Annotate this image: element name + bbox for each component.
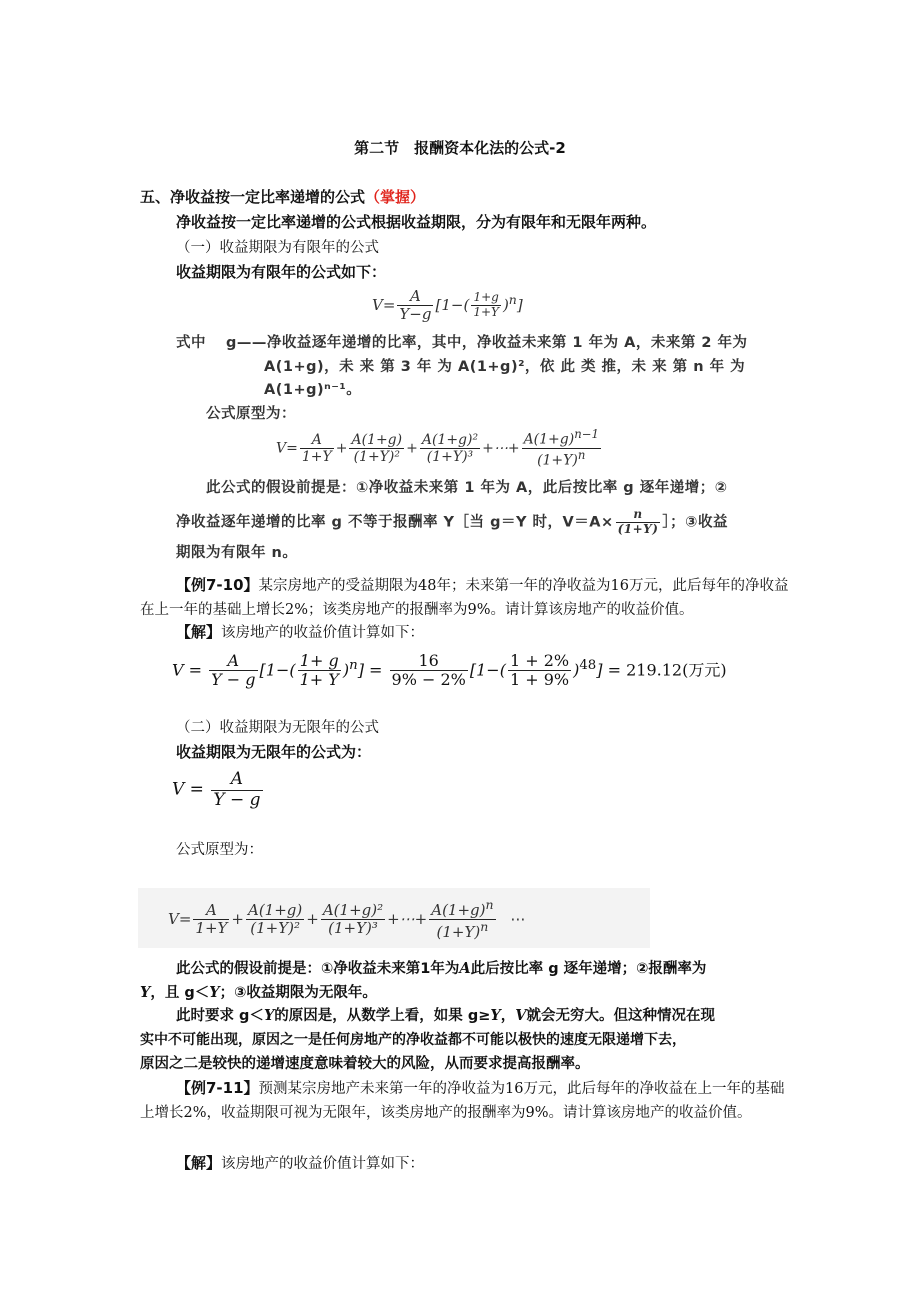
finite-subheading: （一）收益期限为有限年的公式: [176, 240, 379, 256]
section-heading-text: 五、净收益按一定比率递增的公式: [140, 188, 366, 206]
ex10-inner-num: 1 + 2%: [509, 651, 570, 670]
explain-line-2: A(1+g)，未 来 第 3 年 为 A(1+g)²，依 此 类 推，未 来 第 n 年 为: [264, 359, 746, 375]
ex10-exp: 48: [579, 658, 597, 674]
assume-line-2b: ］；③收益: [662, 514, 728, 531]
symbol-A: A: [459, 960, 471, 977]
infinite-prototype-label: 公式原型为：: [176, 842, 263, 858]
infinite-lead: 收益期限为无限年的公式为：: [176, 743, 372, 761]
ex10-num: 16: [390, 652, 468, 671]
explain-line-3: A(1+g)ⁿ⁻¹。: [264, 382, 362, 398]
example-11-solve: [176, 1152, 424, 1173]
finite-formula: V= $\frac{A}{Y-g}$ [1−( $\frac{1+g}{1+Y}$ )$^n$]: [372, 287, 523, 324]
infinite-req-1b: 的原因是，从数学上看，如果 g≥: [274, 1008, 491, 1024]
assume-line-3: 期限为有限年 n。: [176, 545, 298, 561]
infinite-assume-2a: ，且 g＜: [150, 985, 210, 1001]
infinite-req-1: 此时要求 g＜Y的原因是，从数学上看，如果 g≥Y，V就会无穷大。但这种情况在现: [176, 1007, 715, 1024]
symbol-Y-4: Y: [490, 1007, 501, 1024]
section-tag: （掌握）: [365, 188, 426, 206]
infinite-subheading: （二）收益期限为无限年的公式: [176, 720, 379, 736]
symbol-Y-2: Y: [209, 984, 220, 1001]
ex10-result: = 219.12(万元): [607, 660, 727, 680]
example-11-text: 预测某宗房地产未来第一年的净收益为16万元，此后每年的净收益在上一年的基础上增长2%，收益期限可视为无限年，该类房地产的报酬率为9%。请计算该房地产的收益价值。: [140, 1081, 785, 1121]
assume-fraction-num: n: [616, 508, 661, 523]
infinite-assume-2b: ；③收益期限为无限年。: [219, 985, 377, 1001]
section-intro: 净收益按一定比率递增的公式根据收益期限，分为有限年和无限年两种。: [176, 213, 657, 231]
ellipsis: ⋯: [510, 909, 526, 928]
example-10-text: 某宗房地产的受益期限为48年；未来第一年的净收益为16万元，此后每年的净收益在上一年的基础上增长2%；该类房地产的报酬率为9%。请计算该房地产的收益价值。: [140, 578, 789, 618]
infinite-req-3: 原因之二是较快的递增速度意味着较大的风险，从而要求提高报酬率。: [140, 1056, 590, 1072]
finite-lead: 收益期限为有限年的公式如下：: [176, 263, 387, 281]
infinite-prototype-formula: V= $\frac{A}{1+Y}$ + $\frac{A(1+g)}{\text{(1+Y)²}}$ + $\frac{\text{A(1+g)²}}{\text{(1+Y)³}}$ +⋯+ $\frac{A(1+g)^n}{(1+Y)^n}$ ⋯: [168, 897, 526, 942]
infinite-assume-1: [176, 957, 792, 981]
assume-line-2: [176, 508, 728, 537]
ex10-den: 9% − 2%: [391, 670, 466, 690]
ex10-inner-den: 1 + 9%: [509, 670, 570, 690]
infinite-assume-1a: 此公式的假设前提是：①净收益未来第1年为: [176, 961, 460, 977]
infinite-req-1c: 就会无穷大。但这种情况在现: [526, 1008, 715, 1024]
symbol-V: V: [515, 1007, 527, 1024]
example-10-solve-tag: 【解】: [176, 623, 222, 641]
explain-label: 式中: [176, 335, 206, 351]
example-10-solve: [176, 621, 424, 642]
infinite-assume-1b: 此后按比率 g 逐年递增；②报酬率为: [470, 961, 707, 977]
finite-prototype-formula: V= $\frac{A}{1+Y}$ + $\frac{A(1+g)}{\text{(1+Y)²}}$ + $\frac{\text{A(1+g)²}}{\text{(1+Y)³}}$ +⋯+ $\frac{A(1+g)^{n-1}}{(1+Y)^n}$: [276, 427, 599, 469]
example-11-solve-tag: 【解】: [176, 1154, 222, 1172]
symbol-Y-3: Y: [263, 1007, 275, 1024]
example-10-formula: V = $\frac{A}{Y - g}$ [1−( $\frac{1+ g}{1+ Y}$ )$^n$] = $\frac{16}{9\% - 2\%}$ [1−( $\frac{1 + 2\%}{1 + 9\%}$ )$^{48}$] = 219.12(万元): [172, 651, 727, 690]
example-11: [140, 1076, 792, 1125]
assume-line-1: 此公式的假设前提是：①净收益未来第 1 年为 A，此后按比率 g 逐年递增；②: [206, 480, 728, 496]
example-11-solve-text: 该房地产的收益价值计算如下：: [221, 1156, 425, 1172]
example-10-tag: 【例7-10】: [176, 576, 259, 594]
section-heading: [140, 186, 425, 207]
infinite-req-2: 实中不可能出现，原因之一是任何房地产的净收益都不可能以极快的速度无限递增下去，: [140, 1032, 686, 1048]
explain-line-1: g——净收益逐年递增的比率，其中，净收益未来第 1 年为 A，未来第 2 年为: [226, 335, 748, 351]
finite-prototype-label: 公式原型为：: [206, 406, 296, 422]
assume-line-2a: 净收益逐年递增的比率 g 不等于报酬率 Y［当 g＝Y 时，V＝A×: [176, 514, 614, 531]
symbol-Y-1: Y: [140, 984, 151, 1001]
infinite-req-1a: 此时要求 g＜: [176, 1008, 264, 1024]
example-10-solve-text: 该房地产的收益价值计算如下：: [221, 625, 425, 641]
infinite-formula: V = $\frac{A}{Y - g}$: [172, 769, 261, 810]
infinite-assume-2: [140, 981, 792, 1005]
example-10: [140, 573, 792, 622]
assume-fraction: $\frac{n}{(1+Y)}$: [617, 507, 659, 536]
page-title: 第二节 报酬资本化法的公式-2: [354, 139, 566, 157]
example-11-tag: 【例7-11】: [176, 1079, 259, 1097]
